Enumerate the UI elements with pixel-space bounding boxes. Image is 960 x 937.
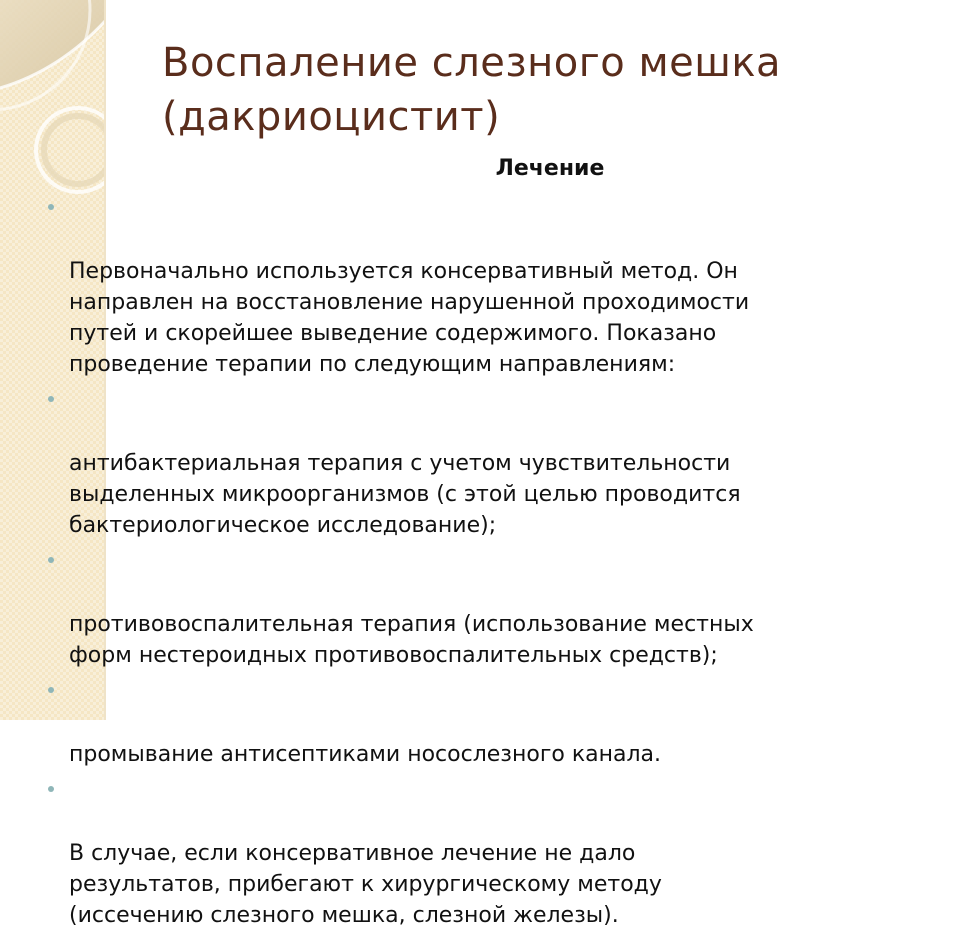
bullet-marker	[48, 786, 54, 792]
bullet-marker	[48, 204, 54, 210]
slide-title: Воспаление слезного мешка (дакриоцистит)	[162, 40, 782, 140]
slide-subtitle: Лечение	[495, 156, 605, 181]
bullet-marker	[48, 557, 54, 563]
bullet-text: антибактериальная терапия с учетом чувствительности выделенных микроорганизмов (с этой целью проводится бактериологическое исследование);	[69, 451, 741, 538]
bullet-text: Первоначально используется консервативный метод. Он направлен на восстановление нарушенной проходимости путей и скорейшее выведение содержимого. Показано проведение терапии по следующим направлениям:	[69, 259, 750, 377]
bullet-list	[48, 194, 938, 937]
bullet-text: противовоспалительная терапия (использование местных форм нестероидных противовоспалительных средств);	[69, 612, 754, 668]
bullet-item	[48, 776, 938, 931]
bullet-text: промывание антисептиками носослезного канала.	[69, 742, 662, 767]
bullet-marker	[48, 396, 54, 402]
bullet-item	[48, 386, 938, 541]
bullet-text: В случае, если консервативное лечение не дало результатов, прибегают к хирургическому методу (иссечению слезного мешка, слезной железы).	[69, 841, 662, 928]
bullet-item	[48, 677, 938, 770]
bullet-item	[48, 547, 938, 671]
bullet-marker	[48, 687, 54, 693]
bullet-item	[48, 194, 938, 380]
